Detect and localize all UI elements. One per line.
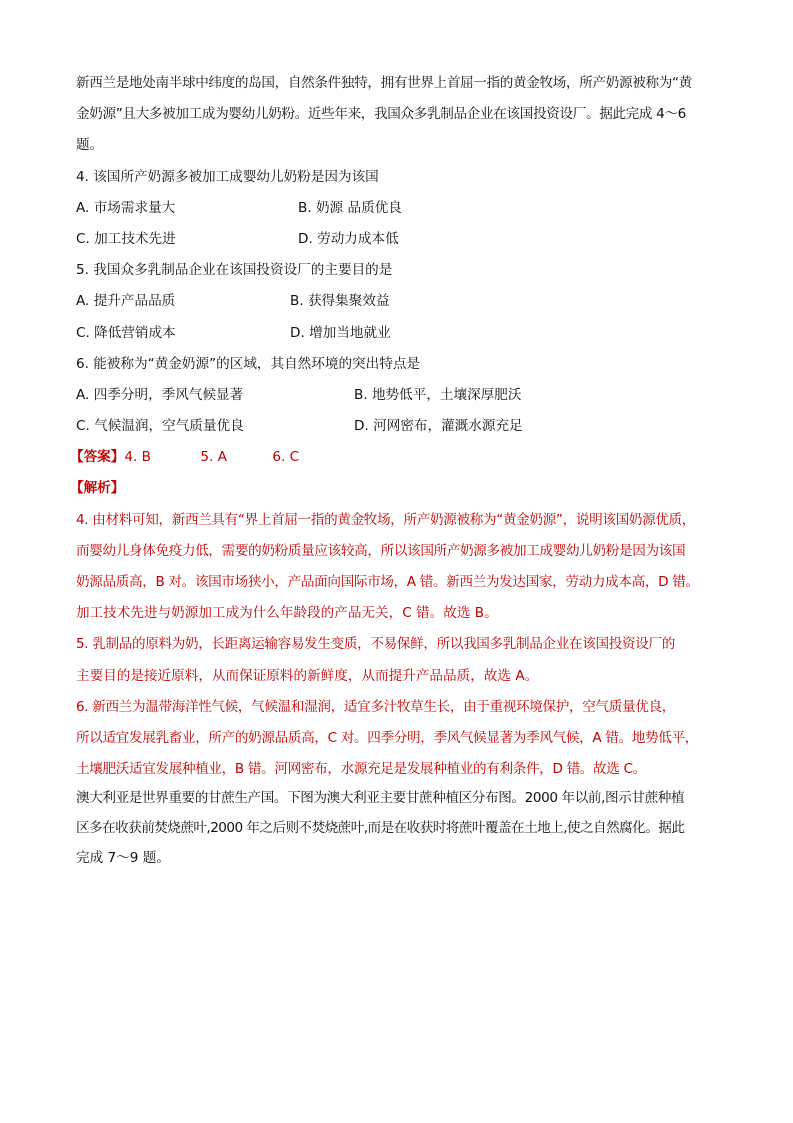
passage-line: 题。 <box>76 137 104 154</box>
analysis-line: 4. 由材料可知，新西兰具有“界上首屈一指的黄金牧场，所产奶源被称为“黄金奶源”，说明该国奶源优质， <box>76 511 696 528</box>
option-d: D. 河网密布，灌溉水源充足 <box>354 418 523 435</box>
option-c: C. 降低营销成本 <box>76 324 176 341</box>
analysis-line: 所以适宜发展乳畜业，所产的奶源品质高，C 对。四季分明，季风气候显著为季风气候，A 错。地势低平， <box>76 729 698 746</box>
analysis-line: 5. 乳制品的原料为奶，长距离运输容易发生变质，不易保鲜，所以我国多乳制品企业在该国投资设厂的 <box>76 636 675 653</box>
passage-line: 区多在收获前焚烧蔗叶,2000 年之后则不焚烧蔗叶,而是在收获时将蔗叶覆盖在土地上,使之自然腐化。据此 <box>76 820 685 837</box>
passage-australia <box>76 785 733 871</box>
option-d: D. 增加当地就业 <box>290 324 391 341</box>
analysis-line: 加工技术先进与奶源加工成为什么年龄段的产品无关，C 错。故选 B。 <box>76 605 498 622</box>
option-a: A. 提升产品品质 <box>76 293 176 310</box>
question-6 <box>76 349 733 443</box>
question-stem: 4. 该国所产奶源多被加工成婴幼儿奶粉是因为该国 <box>76 168 379 185</box>
analysis-line: 土壤肥沃适宜发展种植业，B 错。河网密布，水源充足是发展种植业的有利条件，D 错。故选 C。 <box>76 761 646 778</box>
option-row <box>76 318 733 349</box>
option-a: A. 四季分明，季风气候显著 <box>76 386 244 403</box>
analysis-line: 6. 新西兰为温带海洋性气候，气候温和湿润，适宜多汁牧草生长，由于重视环境保护，空气质量优良， <box>76 698 675 715</box>
option-row <box>76 224 733 255</box>
analysis-label: 【解析】 <box>70 480 125 497</box>
question-stem: 5. 我国众多乳制品企业在该国投资设厂的主要目的是 <box>76 262 393 279</box>
analysis-heading <box>70 473 733 504</box>
analysis-line: 主要目的是接近原料，从而保证原料的新鲜度，从而提升产品品质，故选 A。 <box>76 667 539 684</box>
option-a: A. 市场需求量大 <box>76 199 176 216</box>
passage-line: 完成 7～9 题。 <box>76 850 170 867</box>
passage-line: 金奶源”且大多被加工成为婴幼儿奶粉。近些年来，我国众多乳制品企业在该国投资设厂。据此完成 4～6 <box>76 106 686 123</box>
option-c: C. 加工技术先进 <box>76 230 176 247</box>
answer-label: 【答案】 <box>70 449 125 466</box>
option-row <box>76 411 733 442</box>
answer-item: 4. B <box>124 449 151 466</box>
analysis-5 <box>76 629 733 691</box>
passage-new-zealand <box>76 68 733 162</box>
analysis-line: 而婴幼儿身体免疫力低，需要的奶粉质量应该较高，所以该国所产奶源多被加工成婴幼儿奶粉是因为该国 <box>76 542 686 559</box>
option-b: B. 获得集聚效益 <box>290 293 390 310</box>
option-row <box>76 286 733 317</box>
option-b: B. 奶源 品质优良 <box>298 199 402 216</box>
question-4 <box>76 162 733 256</box>
answer-section <box>70 442 733 473</box>
option-row <box>76 380 733 411</box>
analysis-6 <box>76 692 733 786</box>
option-row <box>76 193 733 224</box>
option-b: B. 地势低平，土壤深厚肥沃 <box>354 386 522 403</box>
analysis-line: 奶源品质高，B 对。该国市场狭小，产品面向国际市场，A 错。新西兰为发达国家，劳动力成本高，D 错。 <box>76 574 699 590</box>
question-stem: 6. 能被称为“黄金奶源”的区域，其自然环境的突出特点是 <box>76 355 421 372</box>
passage-line: 新西兰是地处南半球中纬度的岛国，自然条件独特，拥有世界上首屈一指的黄金牧场，所产奶源被称为“黄 <box>76 75 692 91</box>
analysis-4 <box>76 505 733 630</box>
question-5 <box>76 255 733 349</box>
answer-item: 6. C <box>272 449 300 466</box>
option-c: C. 气候温润，空气质量优良 <box>76 418 244 435</box>
answer-item: 5. A <box>200 449 227 466</box>
option-d: D. 劳动力成本低 <box>298 230 399 247</box>
passage-line: 澳大利亚是世界重要的甘蔗生产国。下图为澳大利亚主要甘蔗种植区分布图。2000 年以前,图示甘蔗种植 <box>76 790 685 807</box>
